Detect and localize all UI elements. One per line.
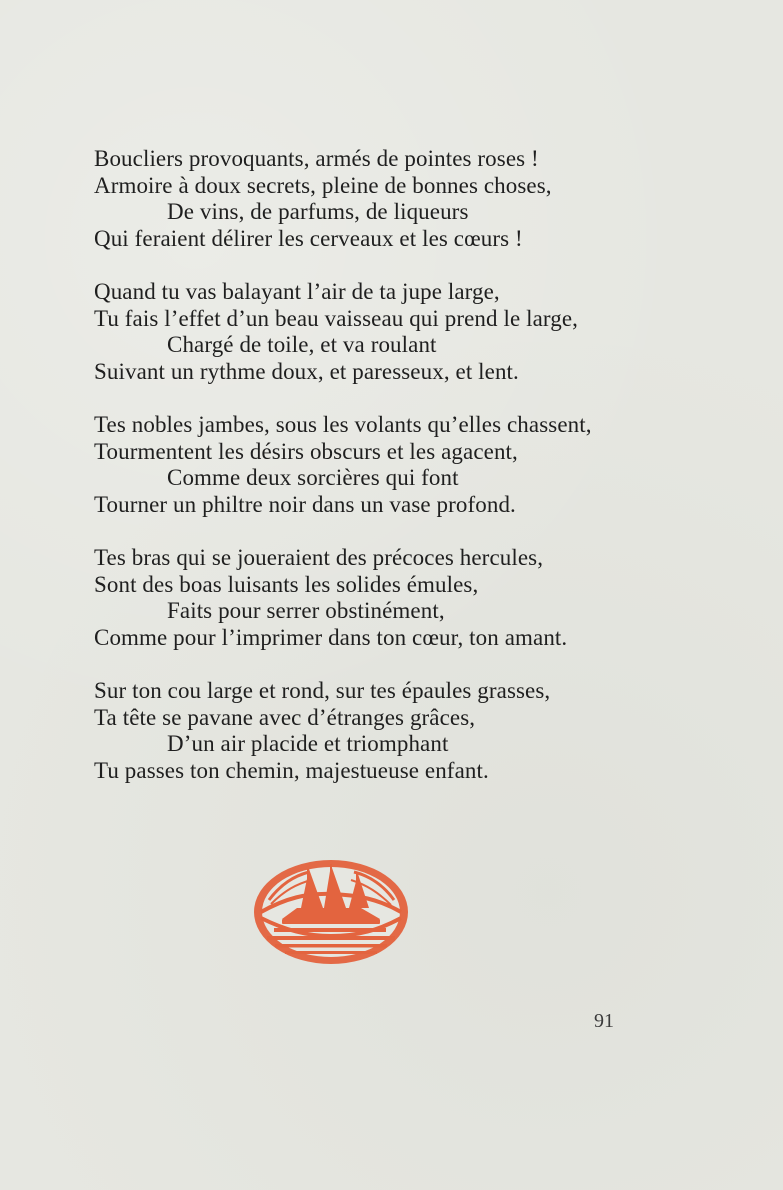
sailing-ship-icon: [251, 856, 411, 968]
verse-line: Tu passes ton chemin, majestueuse enfant.: [94, 757, 489, 783]
stanza-1: [94, 146, 714, 252]
verse-line-indented: D’un air placide et triomphant: [167, 731, 449, 756]
verse-line: Tes nobles jambes, sous les volants qu’elles chassent,: [94, 412, 592, 437]
verse-line: Boucliers provoquants, armés de pointes roses !: [94, 146, 539, 171]
verse-line: Qui feraient délirer les cerveaux et les cœurs !: [94, 225, 523, 251]
stanza-5: [94, 678, 714, 784]
verse-line: Comme pour l’imprimer dans ton cœur, ton amant.: [94, 624, 568, 650]
verse-line: Tu fais l’effet d’un beau vaisseau qui prend le large,: [94, 305, 579, 331]
verse-line: Ta tête se pavane avec d’étranges grâces,: [94, 704, 476, 730]
stanza-4: [94, 545, 714, 651]
verse-line: Sont des boas luisants les solides émules,: [94, 571, 479, 597]
verse-line-indented: Faits pour serrer obstinément,: [167, 598, 445, 623]
verse-line: Quand tu vas balayant l’air de ta jupe large,: [94, 279, 500, 304]
verse-line: Tourmentent les désirs obscurs et les agacent,: [94, 438, 518, 464]
verse-line: Tes bras qui se joueraient des précoces hercules,: [94, 545, 544, 570]
verse-line: Tourner un philtre noir dans un vase profond.: [94, 491, 516, 517]
verse-line: Armoire à doux secrets, pleine de bonnes choses,: [94, 172, 552, 198]
verse-line-indented: De vins, de parfums, de liqueurs: [167, 199, 469, 224]
page-number: 91: [594, 1010, 614, 1032]
verse-line-indented: Chargé de toile, et va roulant: [167, 332, 437, 357]
verse-line: Sur ton cou large et rond, sur tes épaules grasses,: [94, 678, 551, 703]
verse-line-indented: Comme deux sorcières qui font: [167, 465, 459, 490]
stanza-2: [94, 279, 714, 385]
stanza-3: [94, 412, 714, 518]
poem: [94, 146, 714, 811]
verse-line: Suivant un rythme doux, et paresseux, et lent.: [94, 358, 519, 384]
